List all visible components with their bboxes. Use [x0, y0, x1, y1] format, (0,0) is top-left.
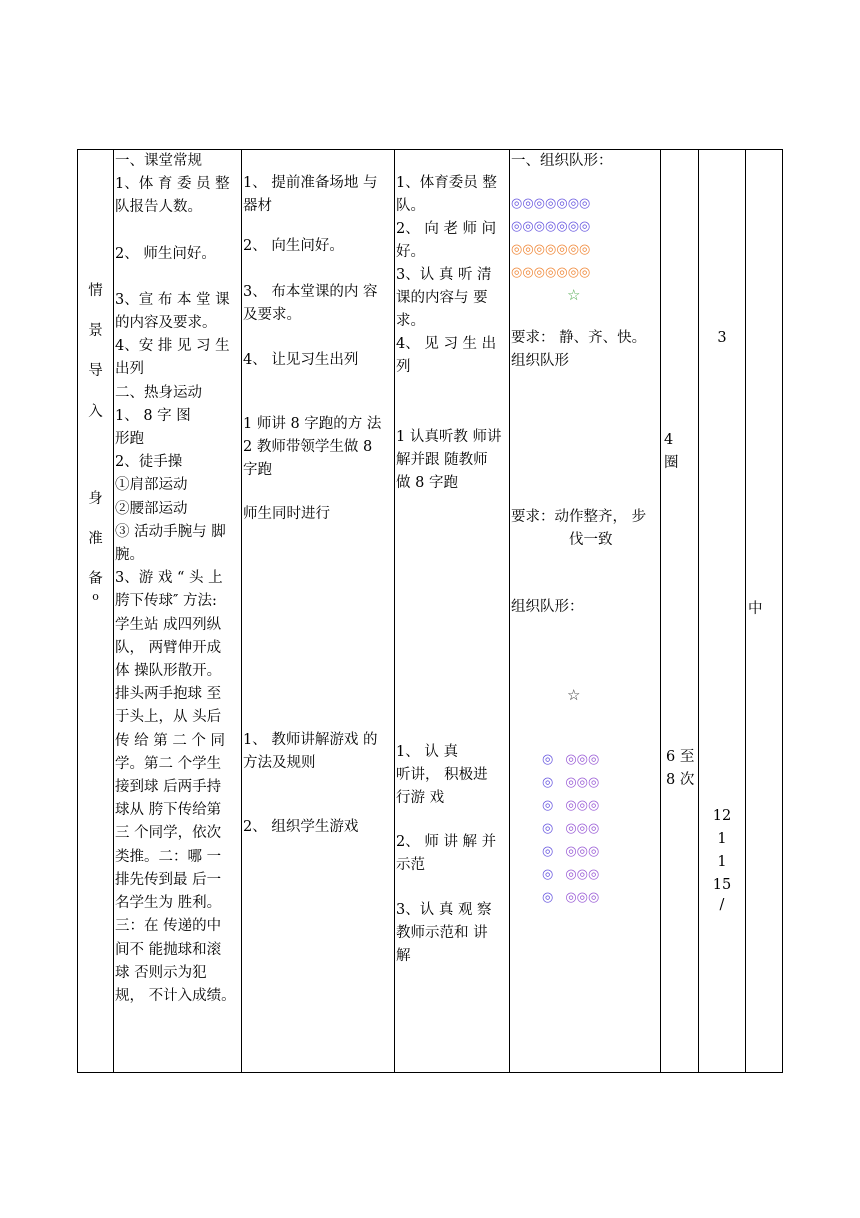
- content-line: 间不 能抛球和滚: [115, 941, 222, 958]
- content-line: 于头上，从 头后: [115, 709, 222, 726]
- stage-char: 景: [88, 323, 103, 340]
- formation-row: ◎◎◎◎◎◎◎: [511, 265, 591, 280]
- content-line: 学生站 成四列纵: [115, 616, 222, 633]
- formation-grid-row: [542, 794, 599, 817]
- column-divider: [698, 149, 699, 1073]
- formation-grid: [542, 748, 599, 909]
- requirement-line: 要求：动作整齐， 步: [511, 509, 647, 525]
- content-line: 类推。二：哪 一: [115, 848, 222, 865]
- student-circle-icon: ◎: [542, 867, 554, 882]
- content-line: 形跑: [115, 431, 144, 448]
- student-line: 行游 戏: [396, 790, 445, 806]
- student-circle-icon: ◎: [542, 821, 554, 836]
- column-divider: [394, 149, 395, 1073]
- student-line: 示范: [396, 857, 425, 873]
- student-line: 好。: [396, 244, 425, 260]
- content-line: 4、安 排 见 习 生: [115, 338, 230, 355]
- content-line: 3、宣 布 本 堂 课: [115, 291, 230, 308]
- student-line: 解并跟 随教师: [396, 452, 488, 468]
- student-line: 3、认 真 听 清: [396, 267, 492, 283]
- formation-row: ◎◎◎◎◎◎◎: [511, 242, 591, 257]
- teacher-line: 4、 让见习生出列: [243, 352, 359, 368]
- content-line: 3、游 戏 “ 头 上: [115, 570, 223, 587]
- requirement-line: 要求： 静、齐、快。: [511, 330, 647, 346]
- column-divider: [241, 149, 242, 1073]
- teacher-line: 1 师讲 8 字跑的方 法: [243, 416, 382, 432]
- times-value: 圈: [664, 455, 679, 471]
- student-line: 求。: [396, 313, 425, 329]
- stage-char: 准: [88, 531, 103, 548]
- student-circle-icon: ◎: [542, 844, 554, 859]
- student-line: 做 8 字跑: [396, 475, 458, 491]
- teacher-line: 及要求。: [243, 307, 301, 323]
- student-circle-icon: ◎: [542, 752, 554, 767]
- stage-char: 身: [88, 490, 103, 507]
- formation-grid-row: [542, 771, 599, 794]
- column-divider: [745, 149, 746, 1073]
- formation-grid-row: [542, 886, 599, 909]
- student-line: 2、 向 老 师 问: [396, 221, 497, 237]
- stage-char: 备: [88, 571, 103, 588]
- formation-row: ◎◎◎◎◎◎◎: [511, 219, 591, 234]
- student-circle-icon: ◎◎◎: [565, 844, 600, 859]
- content-line: 胯下传球″ 方法:: [115, 593, 217, 610]
- time-value: 3: [717, 330, 727, 346]
- intensity-value: 中: [748, 601, 763, 617]
- teacher-line: 3、 布本堂课的内 容: [243, 284, 378, 300]
- teacher-line: 1、 提前准备场地 与: [243, 175, 378, 191]
- teacher-line: 1、 教师讲解游戏 的: [243, 732, 378, 748]
- content-line: 出列: [115, 361, 144, 378]
- stage-char: 情: [88, 283, 103, 299]
- student-line: 队。: [396, 198, 425, 214]
- student-circle-icon: ◎◎◎: [565, 798, 600, 813]
- requirement-line: 组织队形: [511, 353, 569, 369]
- content-line: 排头两手抱球 至: [115, 686, 222, 703]
- formation-title: 一、组织队形：: [511, 153, 613, 169]
- content-line: ②腰部运动: [115, 500, 188, 517]
- stage-char: 导: [88, 363, 103, 380]
- column-divider: [660, 149, 661, 1073]
- times-value: 8 次: [666, 772, 695, 788]
- formation-title: 组织队形：: [511, 599, 584, 615]
- content-column: [115, 150, 240, 1008]
- content-line: 2、徒手操: [115, 454, 183, 471]
- student-circle-icon: ◎: [542, 775, 554, 790]
- content-line: 三 个同学，依次: [115, 825, 222, 842]
- column-divider: [509, 149, 510, 1073]
- student-circle-icon: ◎◎◎: [565, 821, 600, 836]
- content-line: 名学生为 胜利。: [115, 895, 222, 912]
- student-line: 2、 师 讲 解 并: [396, 834, 497, 850]
- content-line: 传 给 第 二 个 同: [115, 732, 226, 749]
- content-line: 二、热身运动: [115, 384, 202, 401]
- content-line: 体 操队形散开。: [115, 663, 222, 680]
- student-line: 1 认真听教 师讲: [396, 429, 502, 445]
- student-line: 1、 认 真: [396, 744, 458, 760]
- student-line: 解: [396, 948, 411, 964]
- formation-grid-row: [542, 817, 599, 840]
- content-line: ③ 活动手腕与 脚: [115, 523, 226, 540]
- teacher-line: 方法及规则: [243, 755, 316, 771]
- teacher-line: 师生同时进行: [243, 506, 330, 522]
- student-circle-icon: ◎◎◎: [565, 752, 600, 767]
- student-line: 听讲， 积极进: [396, 767, 488, 783]
- content-line: 学。第二 个学生: [115, 755, 222, 772]
- content-line: 腕。: [115, 547, 144, 564]
- teacher-star-icon: ☆: [567, 286, 581, 304]
- teacher-line: 器材: [243, 198, 272, 214]
- content-line: 规， 不计入成绩。: [115, 987, 236, 1004]
- time-value: 1: [717, 854, 727, 870]
- requirement-line: 伐一致: [569, 532, 613, 548]
- stage-char: 入: [88, 403, 103, 420]
- content-line: 球从 胯下传给第: [115, 802, 222, 819]
- student-circle-icon: ◎◎◎: [565, 775, 600, 790]
- teacher-line: 字跑: [243, 462, 272, 478]
- content-line: 球 否则示为犯: [115, 964, 207, 981]
- formation-row: ◎◎◎◎◎◎◎: [511, 196, 591, 211]
- content-line: 队报告人数。: [115, 199, 202, 216]
- student-line: 3、认 真 观 察: [396, 902, 492, 918]
- content-line: 的内容及要求。: [115, 315, 217, 332]
- content-line: 2、 师生问好。: [115, 245, 216, 262]
- student-circle-icon: ◎: [542, 798, 554, 813]
- formation-grid-row: [542, 863, 599, 886]
- content-line: 1、体 育 委 员 整: [115, 176, 230, 193]
- times-value: 6 至: [666, 749, 695, 765]
- times-value: 4: [664, 432, 674, 448]
- student-line: 1、体育委员 整: [396, 175, 497, 191]
- content-line: 1、 8 字 图: [115, 407, 191, 424]
- time-value: 15: [712, 877, 732, 893]
- formation-grid-row: [542, 748, 599, 771]
- student-circle-icon: ◎: [542, 890, 554, 905]
- teacher-line: 2、 组织学生游戏: [243, 819, 359, 835]
- student-circle-icon: ◎◎◎: [565, 867, 600, 882]
- formation-grid-row: [542, 840, 599, 863]
- stage-label: [78, 280, 113, 603]
- teacher-star-icon: ☆: [567, 686, 581, 704]
- student-line: 列: [396, 359, 411, 375]
- content-line: 接到球 后两手持: [115, 779, 222, 796]
- time-value: 12: [712, 808, 732, 824]
- content-line: 排先传到最 后一: [115, 871, 222, 888]
- student-circle-icon: ◎◎◎: [565, 890, 600, 905]
- content-line: 一、课堂常规: [115, 153, 202, 169]
- stage-char: o: [92, 590, 99, 604]
- content-line: 三：在 传递的中: [115, 918, 222, 935]
- content-line: 队， 两臂伸开成: [115, 639, 222, 656]
- student-line: 课的内容与 要: [396, 290, 488, 306]
- time-value: /: [719, 897, 725, 913]
- student-line: 教师示范和 讲: [396, 925, 488, 941]
- teacher-line: 2 教师带领学生做 8: [243, 439, 373, 455]
- student-line: 4、 见 习 生 出: [396, 336, 497, 352]
- time-value: 1: [717, 831, 727, 847]
- teacher-line: 2、 向生问好。: [243, 238, 344, 254]
- content-line: ①肩部运动: [115, 477, 188, 494]
- column-divider: [113, 149, 114, 1073]
